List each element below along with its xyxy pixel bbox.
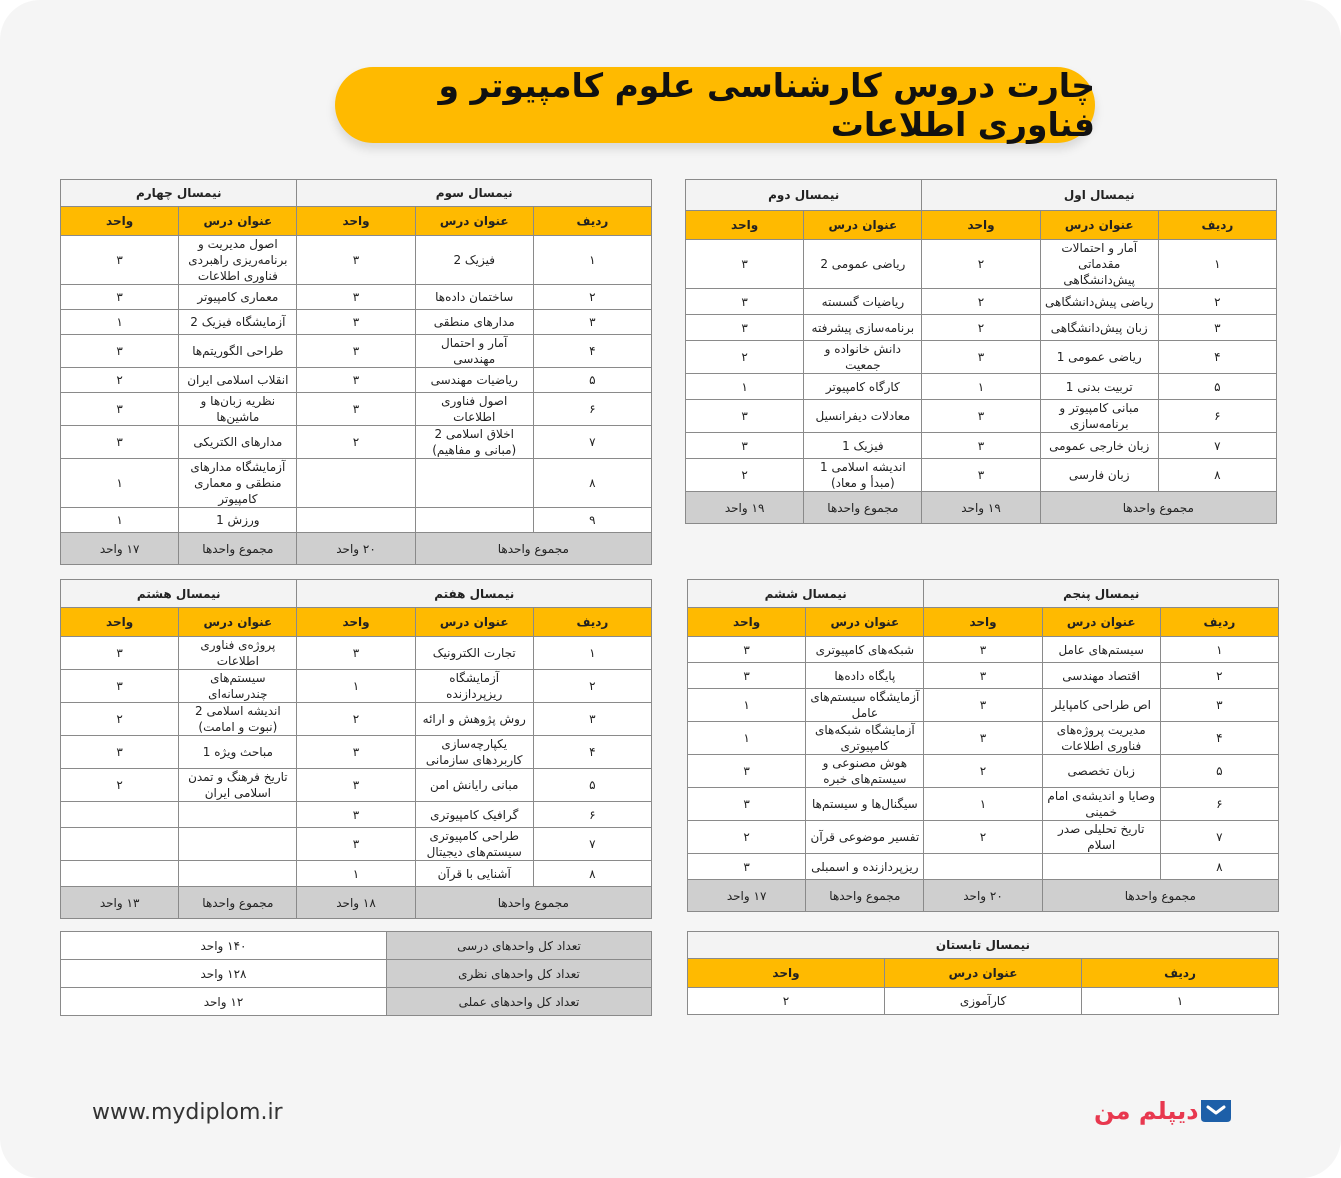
course-units: ۳ bbox=[297, 236, 415, 285]
total-units: ۱۹ واحد bbox=[922, 492, 1040, 524]
brand-name: دیپلم من bbox=[1094, 1097, 1199, 1125]
table-row bbox=[61, 703, 652, 736]
course-title: نظریه زبان‌ها و ماشین‌ها bbox=[179, 393, 297, 426]
block-summer bbox=[687, 931, 1279, 1015]
table-row bbox=[686, 240, 1277, 289]
course-units: ۲ bbox=[922, 315, 1040, 341]
course-title: کارگاه کامپیوتر bbox=[804, 374, 922, 400]
semester-name: نیمسال پنجم bbox=[924, 580, 1279, 608]
course-units: ۲ bbox=[922, 240, 1040, 289]
table-row bbox=[686, 315, 1277, 341]
row-index: ۶ bbox=[1160, 788, 1278, 821]
course-title: تفسیر موضوعی قرآن bbox=[806, 821, 924, 854]
row-index: ۶ bbox=[533, 393, 651, 426]
course-units: ۲ bbox=[297, 703, 415, 736]
row-index: ۵ bbox=[1160, 755, 1278, 788]
course-title: شبکه‌های کامپیوتری bbox=[806, 637, 924, 663]
course-units bbox=[297, 459, 415, 508]
course-title bbox=[1042, 854, 1160, 880]
course-title: آمار و احتمال مهندسی bbox=[415, 335, 533, 368]
row-index: ۸ bbox=[1160, 854, 1278, 880]
course-units: ۳ bbox=[297, 335, 415, 368]
summary-value: ۱۲۸ واحد bbox=[61, 960, 387, 988]
course-title: پایگاه داده‌ها bbox=[806, 663, 924, 689]
table-row bbox=[61, 802, 652, 828]
course-title: برنامه‌سازی پیشرفته bbox=[804, 315, 922, 341]
col-course-header: عنوان درس bbox=[179, 207, 297, 236]
course-title: دانش خانواده و جمعیت bbox=[804, 341, 922, 374]
course-title: ریاضی عمومی 1 bbox=[1040, 341, 1158, 374]
course-units: ۲ bbox=[924, 755, 1042, 788]
table-row bbox=[686, 289, 1277, 315]
table-row bbox=[61, 736, 652, 769]
col-course-header: عنوان درس bbox=[1042, 608, 1160, 637]
table-row bbox=[688, 637, 1279, 663]
row-index: ۴ bbox=[1158, 341, 1276, 374]
course-title: سیگنال‌ها و سیستم‌ها bbox=[806, 788, 924, 821]
course-title: زبان فارسی bbox=[1040, 459, 1158, 492]
table-row bbox=[61, 368, 652, 393]
course-title: ریاضیات مهندسی bbox=[415, 368, 533, 393]
table-row bbox=[688, 689, 1279, 722]
row-index: ۴ bbox=[1160, 722, 1278, 755]
table-row bbox=[61, 861, 652, 887]
table-row bbox=[686, 433, 1277, 459]
col-course-header: عنوان درس bbox=[804, 211, 922, 240]
course-title: اندیشه اسلامی 2 (نبوت و امامت) bbox=[179, 703, 297, 736]
col-index-header: ردیف bbox=[1082, 959, 1279, 988]
total-label: مجموع واحدها bbox=[415, 887, 651, 919]
course-units: ۳ bbox=[922, 341, 1040, 374]
course-title: پروژه‌ی فناوری اطلاعات bbox=[179, 637, 297, 670]
course-units: ۳ bbox=[297, 637, 415, 670]
course-units bbox=[297, 508, 415, 533]
summary-row bbox=[61, 932, 652, 960]
table-row bbox=[686, 374, 1277, 400]
table-row bbox=[688, 821, 1279, 854]
table-row bbox=[61, 426, 652, 459]
semester-name: نیمسال هفتم bbox=[297, 580, 652, 608]
course-units: ۱ bbox=[686, 374, 804, 400]
table-row bbox=[688, 755, 1279, 788]
col-unit-header: واحد bbox=[688, 959, 885, 988]
course-title: مبانی رایانش امن bbox=[415, 769, 533, 802]
col-course-header: عنوان درس bbox=[885, 959, 1082, 988]
semester-name: نیمسال چهارم bbox=[61, 180, 297, 207]
course-title: اصول فناوری اطلاعات bbox=[415, 393, 533, 426]
course-units: ۲ bbox=[61, 769, 179, 802]
page-title: چارت دروس کارشناسی علوم کامپیوتر و فناوری اطلاعات bbox=[438, 66, 1095, 144]
total-label: مجموع واحدها bbox=[804, 492, 922, 524]
table-row bbox=[688, 722, 1279, 755]
row-index: ۱ bbox=[533, 236, 651, 285]
col-unit-header: واحد bbox=[922, 211, 1040, 240]
table-row bbox=[686, 400, 1277, 433]
table-row bbox=[61, 670, 652, 703]
course-title bbox=[179, 861, 297, 887]
col-unit-header: واحد bbox=[924, 608, 1042, 637]
table-row bbox=[688, 854, 1279, 880]
row-index: ۳ bbox=[533, 703, 651, 736]
table-row bbox=[61, 459, 652, 508]
course-units: ۲ bbox=[686, 459, 804, 492]
brand-logo bbox=[1094, 1096, 1239, 1126]
totals-row bbox=[686, 492, 1277, 524]
course-units: ۳ bbox=[688, 663, 806, 689]
col-course-header: عنوان درس bbox=[415, 608, 533, 637]
course-title: تجارت الکترونیک bbox=[415, 637, 533, 670]
row-index: ۵ bbox=[533, 769, 651, 802]
course-units: ۳ bbox=[688, 854, 806, 880]
table-row bbox=[61, 508, 652, 533]
course-units: ۳ bbox=[297, 393, 415, 426]
course-units: ۳ bbox=[61, 393, 179, 426]
course-title: اصول مدیریت و برنامه‌ریزی راهبردی فناوری اطلاعات bbox=[179, 236, 297, 285]
course-title: تاریخ تحلیلی صدر اسلام bbox=[1042, 821, 1160, 854]
course-title: سیستم‌های عامل bbox=[1042, 637, 1160, 663]
course-title: ریاضی پیش‌دانشگاهی bbox=[1040, 289, 1158, 315]
row-index: ۶ bbox=[1158, 400, 1276, 433]
title-banner bbox=[335, 67, 1095, 143]
summary-row bbox=[61, 988, 652, 1016]
course-title bbox=[179, 802, 297, 828]
table-row bbox=[61, 828, 652, 861]
row-index: ۸ bbox=[533, 861, 651, 887]
diploma-icon bbox=[1199, 1096, 1233, 1126]
course-units: ۳ bbox=[688, 788, 806, 821]
row-index: ۹ bbox=[533, 508, 651, 533]
course-title: هوش مصنوعی و سیستم‌های خبره bbox=[806, 755, 924, 788]
col-course-header: عنوان درس bbox=[806, 608, 924, 637]
course-units: ۳ bbox=[297, 769, 415, 802]
course-title: سیستم‌های چندرسانه‌ای bbox=[179, 670, 297, 703]
course-title: فیزیک 2 bbox=[415, 236, 533, 285]
course-title: آزمایشگاه مدارهای منطقی و معماری کامپیوتر bbox=[179, 459, 297, 508]
course-units bbox=[61, 861, 179, 887]
course-units: ۳ bbox=[61, 736, 179, 769]
course-units: ۱ bbox=[924, 788, 1042, 821]
col-unit-header: واحد bbox=[61, 207, 179, 236]
semester-name: نیمسال سوم bbox=[297, 180, 652, 207]
course-title: آزمایشگاه سیستم‌های عامل bbox=[806, 689, 924, 722]
course-title: مدارهای الکتریکی bbox=[179, 426, 297, 459]
summary-value: ۱۴۰ واحد bbox=[61, 932, 387, 960]
course-units: ۱ bbox=[297, 861, 415, 887]
col-index-header: ردیف bbox=[1160, 608, 1278, 637]
course-title: معادلات دیفرانسیل bbox=[804, 400, 922, 433]
course-units: ۱ bbox=[61, 508, 179, 533]
course-title: وصایا و اندیشه‌ی امام خمینی bbox=[1042, 788, 1160, 821]
row-index: ۵ bbox=[533, 368, 651, 393]
total-units: ۱۷ واحد bbox=[61, 533, 179, 565]
col-index-header: ردیف bbox=[533, 207, 651, 236]
course-title: آزمایشگاه فیزیک 2 bbox=[179, 310, 297, 335]
course-title: تربیت بدنی 1 bbox=[1040, 374, 1158, 400]
website-url[interactable]: www.mydiplom.ir bbox=[92, 1100, 283, 1125]
totals-row bbox=[688, 880, 1279, 912]
course-title bbox=[415, 508, 533, 533]
table-row bbox=[61, 393, 652, 426]
course-title: اقتصاد مهندسی bbox=[1042, 663, 1160, 689]
course-units: ۳ bbox=[61, 637, 179, 670]
row-index: ۳ bbox=[1158, 315, 1276, 341]
course-title: مباحث ویژه 1 bbox=[179, 736, 297, 769]
course-title: مبانی کامپیوتر و برنامه‌سازی bbox=[1040, 400, 1158, 433]
course-title: تاریخ فرهنگ و تمدن اسلامی ایران bbox=[179, 769, 297, 802]
course-units: ۳ bbox=[922, 433, 1040, 459]
course-units: ۳ bbox=[297, 736, 415, 769]
course-units: ۳ bbox=[688, 755, 806, 788]
course-units: ۳ bbox=[686, 315, 804, 341]
total-label: مجموع واحدها bbox=[179, 533, 297, 565]
course-title: ساختمان داده‌ها bbox=[415, 285, 533, 310]
totals-row bbox=[61, 887, 652, 919]
course-title: اخلاق اسلامی 2 (مبانی و مفاهیم) bbox=[415, 426, 533, 459]
col-course-header: عنوان درس bbox=[415, 207, 533, 236]
col-unit-header: واحد bbox=[61, 608, 179, 637]
course-title: زبان تخصصی bbox=[1042, 755, 1160, 788]
table-row bbox=[61, 236, 652, 285]
course-title: زبان پیش‌دانشگاهی bbox=[1040, 315, 1158, 341]
course-units: ۳ bbox=[688, 637, 806, 663]
course-units: ۳ bbox=[297, 802, 415, 828]
course-units: ۲ bbox=[61, 368, 179, 393]
col-index-header: ردیف bbox=[1158, 211, 1276, 240]
row-index: ۳ bbox=[533, 310, 651, 335]
table-row bbox=[61, 310, 652, 335]
semester-name: نیمسال هشتم bbox=[61, 580, 297, 608]
row-index: ۷ bbox=[533, 426, 651, 459]
block-sem5-sem6 bbox=[687, 579, 1279, 912]
course-title: مدیریت پروژه‌های فناوری اطلاعات bbox=[1042, 722, 1160, 755]
course-title: یکپارچه‌سازی کاربردهای سازمانی bbox=[415, 736, 533, 769]
course-units: ۲ bbox=[61, 703, 179, 736]
course-units bbox=[61, 802, 179, 828]
course-title bbox=[415, 459, 533, 508]
row-index: ۴ bbox=[533, 736, 651, 769]
total-units: ۱۹ واحد bbox=[686, 492, 804, 524]
course-units: ۳ bbox=[686, 240, 804, 289]
col-unit-header: واحد bbox=[297, 608, 415, 637]
row-index: ۱ bbox=[1158, 240, 1276, 289]
course-units: ۳ bbox=[61, 236, 179, 285]
block-sem7-sem8 bbox=[60, 579, 652, 919]
summary-label: تعداد کل واحدهای عملی bbox=[387, 988, 652, 1016]
course-units: ۳ bbox=[924, 637, 1042, 663]
row-index: ۷ bbox=[533, 828, 651, 861]
summary-label: تعداد کل واحدهای نظری bbox=[387, 960, 652, 988]
row-index: ۵ bbox=[1158, 374, 1276, 400]
course-units: ۳ bbox=[61, 426, 179, 459]
row-index: ۱ bbox=[533, 637, 651, 670]
course-title: اندیشه اسلامی 1 (مبدأ و معاد) bbox=[804, 459, 922, 492]
course-units: ۲ bbox=[924, 821, 1042, 854]
table-row bbox=[688, 788, 1279, 821]
course-units: ۳ bbox=[922, 400, 1040, 433]
course-title: مدارهای منطقی bbox=[415, 310, 533, 335]
total-units: ۲۰ واحد bbox=[924, 880, 1042, 912]
semester-name: نیمسال دوم bbox=[686, 180, 922, 211]
course-title: کارآموزی bbox=[885, 988, 1082, 1015]
course-title: فیزیک 1 bbox=[804, 433, 922, 459]
row-index: ۲ bbox=[533, 670, 651, 703]
course-units: ۲ bbox=[297, 426, 415, 459]
col-index-header: ردیف bbox=[533, 608, 651, 637]
course-title: آزمایشگاه ریزپردازنده bbox=[415, 670, 533, 703]
row-index: ۷ bbox=[1158, 433, 1276, 459]
row-index: ۸ bbox=[1158, 459, 1276, 492]
total-label: مجموع واحدها bbox=[415, 533, 651, 565]
table-row bbox=[686, 341, 1277, 374]
semester-name: نیمسال ششم bbox=[688, 580, 924, 608]
course-title: اص طراحی کامپایلر bbox=[1042, 689, 1160, 722]
course-units: ۱ bbox=[688, 689, 806, 722]
course-title bbox=[179, 828, 297, 861]
course-units: ۲ bbox=[686, 341, 804, 374]
row-index: ۲ bbox=[533, 285, 651, 310]
course-units: ۲ bbox=[922, 289, 1040, 315]
table-row bbox=[61, 769, 652, 802]
units-summary-table bbox=[60, 931, 652, 1016]
table-row bbox=[61, 637, 652, 670]
col-course-header: عنوان درس bbox=[179, 608, 297, 637]
course-units: ۳ bbox=[61, 670, 179, 703]
course-title: انقلاب اسلامی ایران bbox=[179, 368, 297, 393]
row-index: ۱ bbox=[1082, 988, 1279, 1015]
summary-row bbox=[61, 960, 652, 988]
course-units: ۲ bbox=[688, 821, 806, 854]
row-index: ۷ bbox=[1160, 821, 1278, 854]
semester-name: نیمسال اول bbox=[922, 180, 1277, 211]
course-units: ۳ bbox=[922, 459, 1040, 492]
block-sem3-sem4 bbox=[60, 179, 652, 565]
table-row bbox=[686, 459, 1277, 492]
row-index: ۲ bbox=[1158, 289, 1276, 315]
total-units: ۲۰ واحد bbox=[297, 533, 415, 565]
course-title: گرافیک کامپیوتری bbox=[415, 802, 533, 828]
course-title: زبان خارجی عمومی bbox=[1040, 433, 1158, 459]
col-unit-header: واحد bbox=[686, 211, 804, 240]
block-sem1-sem2 bbox=[685, 179, 1277, 524]
course-units: ۳ bbox=[686, 400, 804, 433]
summary-label: تعداد کل واحدهای درسی bbox=[387, 932, 652, 960]
course-units: ۳ bbox=[297, 368, 415, 393]
table-row bbox=[61, 285, 652, 310]
course-units: ۳ bbox=[61, 335, 179, 368]
total-units: ۱۳ واحد bbox=[61, 887, 179, 919]
course-units: ۱ bbox=[922, 374, 1040, 400]
total-units: ۱۷ واحد bbox=[688, 880, 806, 912]
col-unit-header: واحد bbox=[688, 608, 806, 637]
course-units: ۳ bbox=[297, 285, 415, 310]
total-units: ۱۸ واحد bbox=[297, 887, 415, 919]
table-row bbox=[688, 988, 1279, 1015]
row-index: ۳ bbox=[1160, 689, 1278, 722]
row-index: ۶ bbox=[533, 802, 651, 828]
table-row bbox=[688, 663, 1279, 689]
course-units: ۱ bbox=[297, 670, 415, 703]
course-units: ۳ bbox=[297, 310, 415, 335]
course-title: ورزش 1 bbox=[179, 508, 297, 533]
summer-semester-name: نیمسال تابستان bbox=[688, 932, 1279, 959]
course-title: طراحی الگوریتم‌ها bbox=[179, 335, 297, 368]
course-units: ۳ bbox=[686, 433, 804, 459]
course-title: آمار و احتمالات مقدماتی پیش‌دانشگاهی bbox=[1040, 240, 1158, 289]
total-label: مجموع واحدها bbox=[179, 887, 297, 919]
table-row bbox=[61, 335, 652, 368]
course-title: معماری کامپیوتر bbox=[179, 285, 297, 310]
course-units bbox=[924, 854, 1042, 880]
summary-value: ۱۲ واحد bbox=[61, 988, 387, 1016]
col-unit-header: واحد bbox=[297, 207, 415, 236]
total-label: مجموع واحدها bbox=[1040, 492, 1276, 524]
row-index: ۱ bbox=[1160, 637, 1278, 663]
row-index: ۸ bbox=[533, 459, 651, 508]
total-label: مجموع واحدها bbox=[1042, 880, 1278, 912]
row-index: ۴ bbox=[533, 335, 651, 368]
row-index: ۲ bbox=[1160, 663, 1278, 689]
course-units bbox=[61, 828, 179, 861]
course-units: ۱ bbox=[61, 459, 179, 508]
totals-row bbox=[61, 533, 652, 565]
course-units: ۱ bbox=[688, 722, 806, 755]
course-title: ریزپردازنده و اسمبلی bbox=[806, 854, 924, 880]
course-title: روش پژوهش و ارائه bbox=[415, 703, 533, 736]
total-label: مجموع واحدها bbox=[806, 880, 924, 912]
course-units: ۲ bbox=[688, 988, 885, 1015]
course-title: آزمایشگاه شبکه‌های کامپیوتری bbox=[806, 722, 924, 755]
course-title: ریاضی عمومی 2 bbox=[804, 240, 922, 289]
course-units: ۳ bbox=[297, 828, 415, 861]
course-units: ۳ bbox=[924, 722, 1042, 755]
course-units: ۳ bbox=[924, 689, 1042, 722]
course-units: ۳ bbox=[924, 663, 1042, 689]
course-units: ۳ bbox=[61, 285, 179, 310]
course-units: ۳ bbox=[686, 289, 804, 315]
course-title: طراحی کامپیوتری سیستم‌های دیجیتال bbox=[415, 828, 533, 861]
col-course-header: عنوان درس bbox=[1040, 211, 1158, 240]
course-title: آشنایی با قرآن bbox=[415, 861, 533, 887]
course-title: ریاضیات گسسته bbox=[804, 289, 922, 315]
course-units: ۱ bbox=[61, 310, 179, 335]
